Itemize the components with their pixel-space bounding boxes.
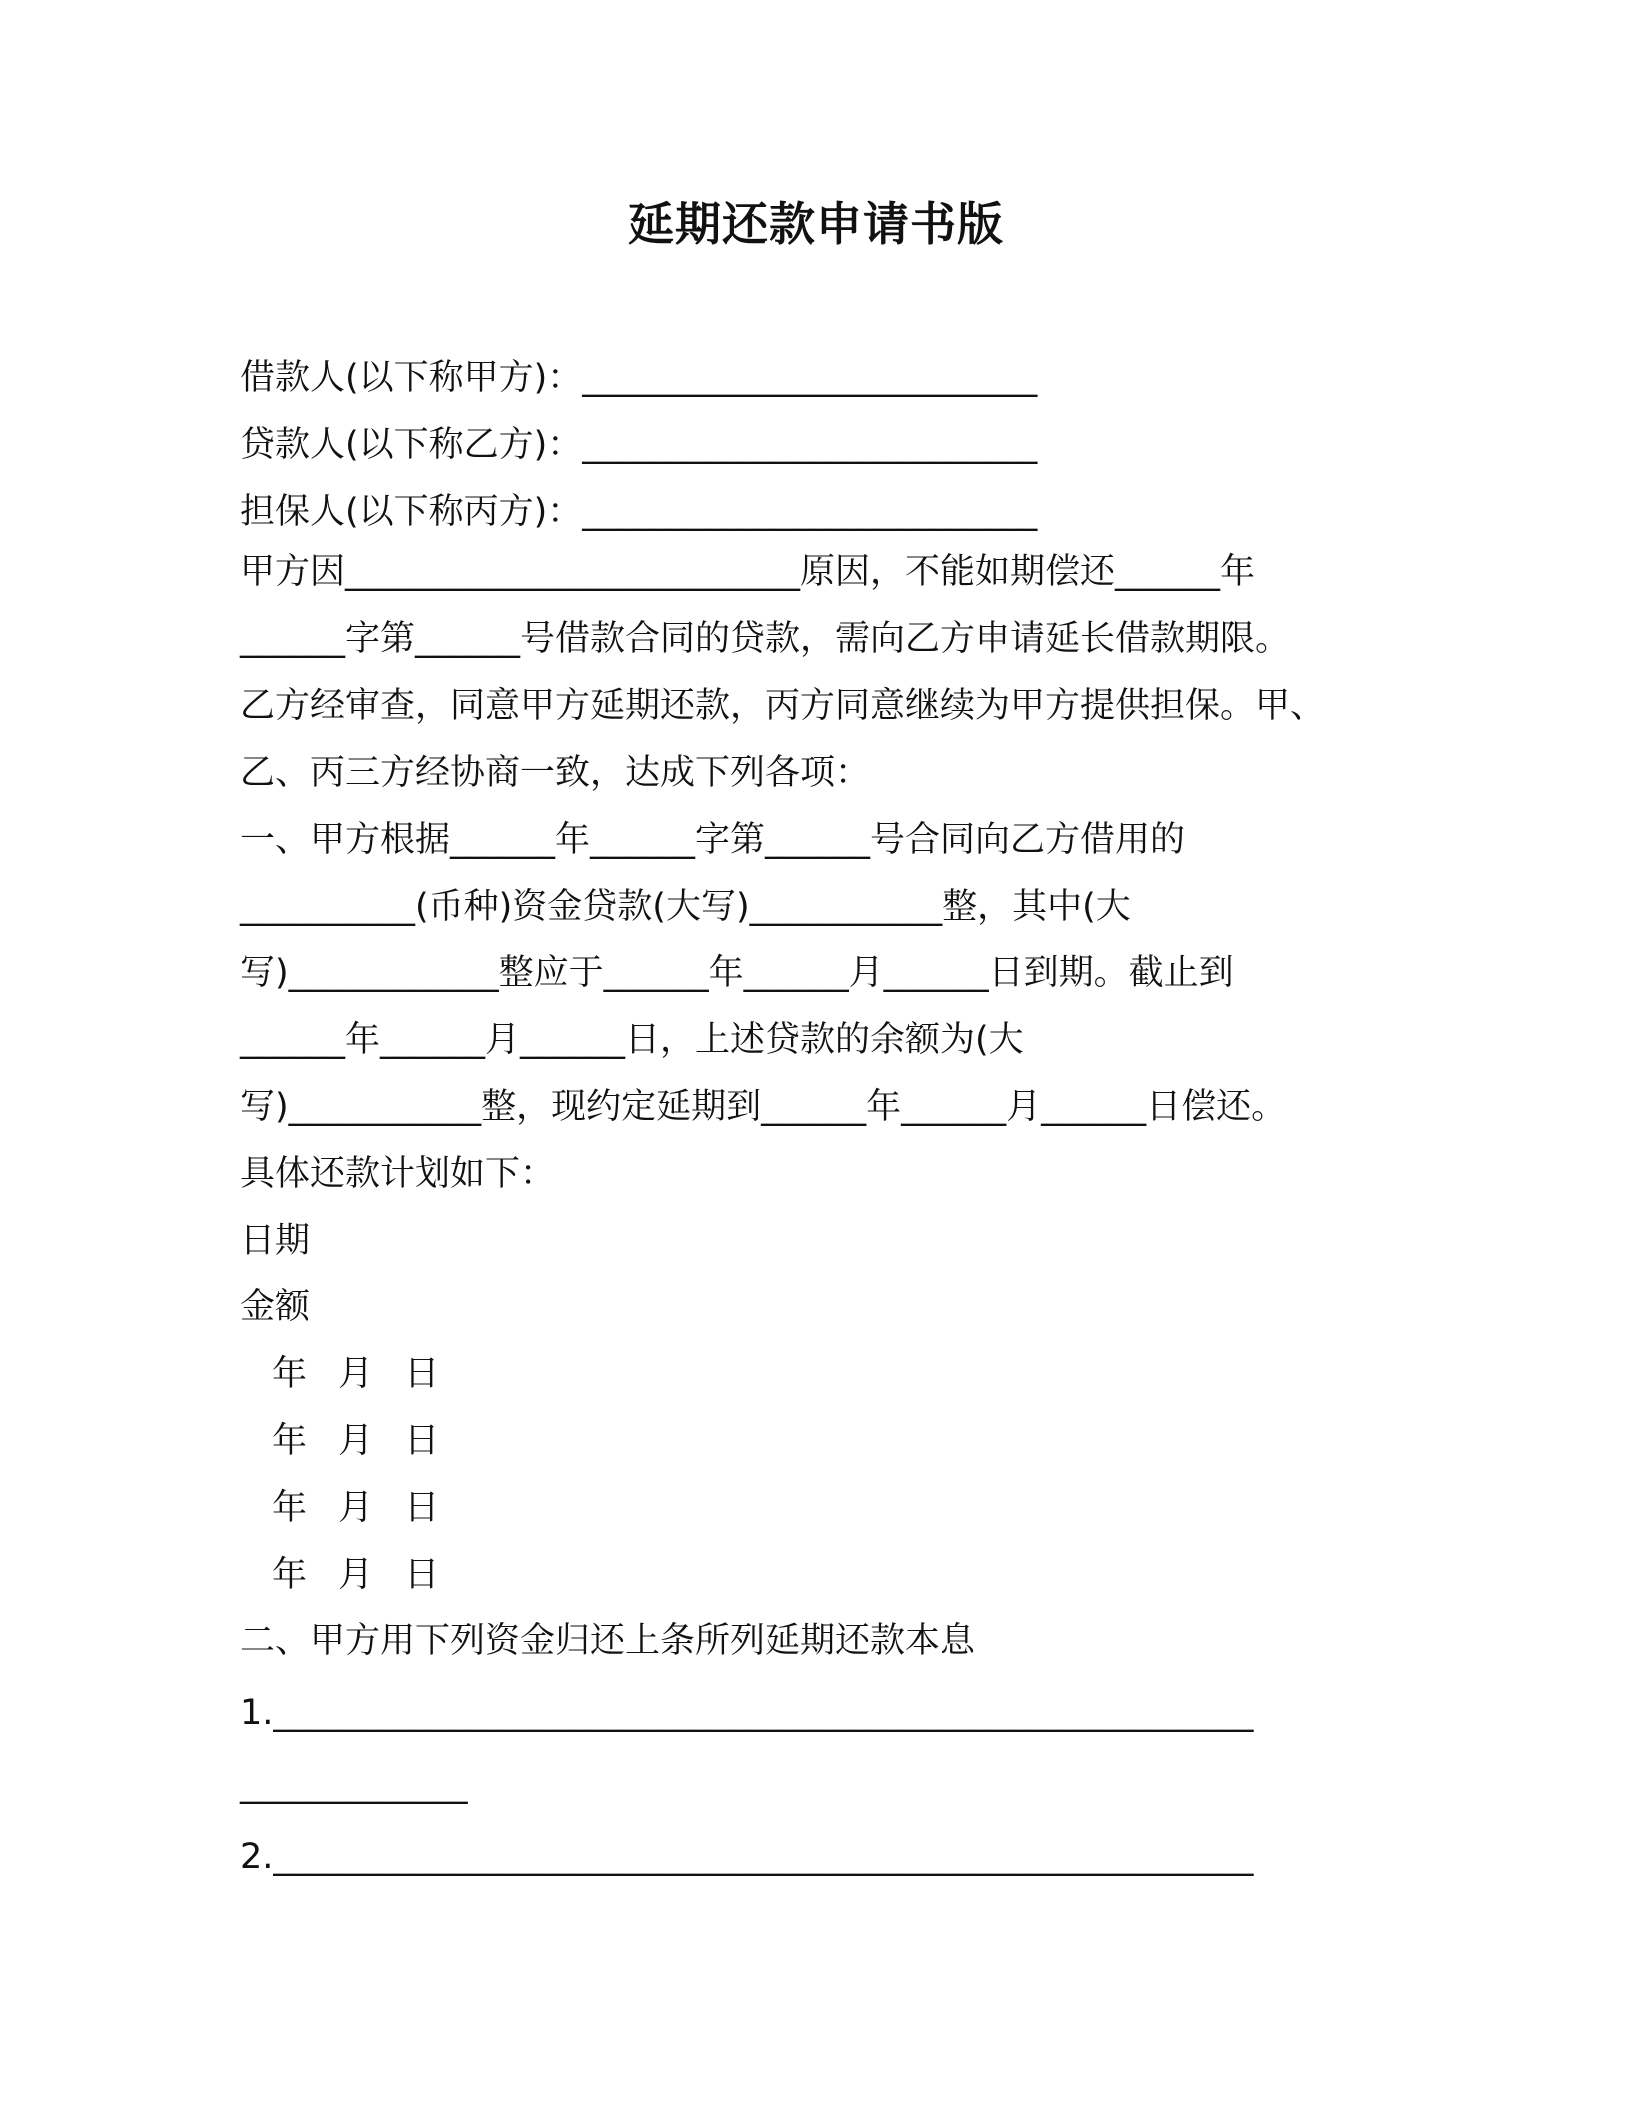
clause-one-line: 一、甲方根据______年______字第______号合同向乙方借用的 <box>240 820 1186 860</box>
clause-one-line: ______年______月______日，上述贷款的余额为(大 <box>240 1020 1024 1060</box>
lender-line: 贷款人(以下称乙方)：__________________________ <box>240 425 1038 465</box>
clause-two-heading: 二、甲方用下列资金归还上条所列延期还款本息 <box>240 1621 976 1661</box>
intro-line: 乙方经审查，同意甲方延期还款，丙方同意继续为甲方提供担保。甲、 <box>240 686 1326 726</box>
intro-line: ______字第______号借款合同的贷款，需向乙方申请延长借款期限。 <box>240 619 1291 659</box>
clause-two-item-continued: _____________ <box>240 1765 468 1805</box>
schedule-date-row: 年 月 日 <box>272 1421 450 1461</box>
document-title: 延期还款申请书版 <box>628 197 1004 251</box>
schedule-date-header: 日期 <box>240 1221 311 1261</box>
schedule-date-row: 年 月 日 <box>272 1354 450 1394</box>
clause-one-line: 写)___________整，现约定延期到______年______月______日偿还。 <box>240 1087 1287 1127</box>
intro-line: 甲方因__________________________原因，不能如期偿还______年 <box>240 552 1256 592</box>
schedule-intro: 具体还款计划如下： <box>240 1154 556 1194</box>
clause-two-item: 2.________________________________________________________ <box>240 1837 1254 1877</box>
clause-one-line: 写)____________整应于______年______月______日到期。截止到 <box>240 953 1234 993</box>
clause-two-item: 1.________________________________________________________ <box>240 1693 1254 1733</box>
intro-line: 乙、丙三方经协商一致，达成下列各项： <box>240 753 871 793</box>
schedule-date-row: 年 月 日 <box>272 1488 450 1528</box>
clause-one-line: __________(币种)资金贷款(大写)___________整，其中(大 <box>240 887 1131 927</box>
schedule-amount-header: 金额 <box>240 1287 311 1327</box>
schedule-date-row: 年 月 日 <box>272 1555 450 1595</box>
guarantor-line: 担保人(以下称丙方)：__________________________ <box>240 492 1038 532</box>
borrower-line: 借款人(以下称甲方)：__________________________ <box>240 358 1038 398</box>
